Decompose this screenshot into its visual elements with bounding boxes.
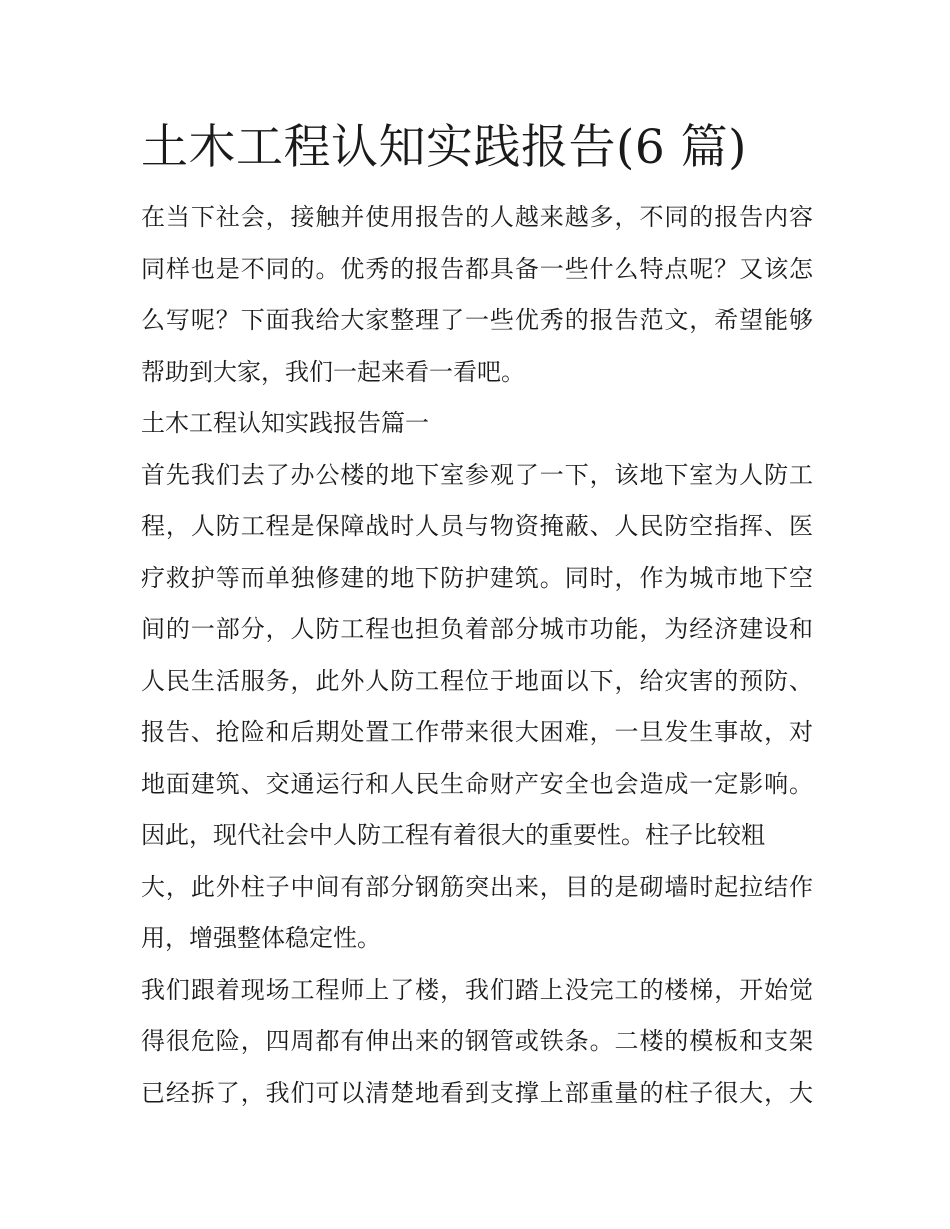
paragraph-line: 间的一部分，人防工程也担负着部分城市功能，为经济建设和	[141, 615, 813, 643]
paragraph-line: 首先我们去了办公楼的地下室参观了一下，该地下室为人防工	[141, 460, 813, 489]
intro-line: 么写呢？下面我给大家整理了一些优秀的报告范文，希望能够	[141, 306, 813, 334]
intro-paragraph	[141, 192, 813, 398]
body-paragraph-2	[141, 965, 813, 1120]
intro-line: 帮助到大家，我们一起来看一看吧。	[141, 357, 525, 386]
paragraph-line: 得很危险，四周都有伸出来的钢管或铁条。二楼的模板和支架	[141, 1027, 813, 1055]
document-title: 土木工程认知实践报告(6 篇)	[141, 120, 748, 175]
paragraph-line: 大，此外柱子中间有部分钢筋突出来，目的是砌墙时起拉结作	[141, 872, 813, 901]
paragraph-line: 人民生活服务，此外人防工程位于地面以下，给灾害的预防、	[141, 666, 813, 695]
body-paragraph-1	[141, 450, 813, 965]
paragraph-line: 报告、抢险和后期处置工作带来很大困难，一旦发生事故，对	[141, 718, 813, 746]
paragraph-line: 地面建筑、交通运行和人民生命财产安全也会造成一定影响。	[141, 769, 813, 798]
paragraph-line: 用，增强整体稳定性。	[141, 924, 381, 952]
section-heading: 土木工程认知实践报告篇一	[141, 409, 429, 437]
intro-line: 同样也是不同的。优秀的报告都具备一些什么特点呢？又该怎	[141, 254, 813, 283]
paragraph-line: 已经拆了，我们可以清楚地看到支撑上部重量的柱子很大，大	[141, 1078, 813, 1107]
intro-line: 在当下社会，接触并使用报告的人越来越多，不同的报告内容	[141, 203, 813, 231]
document-body	[141, 118, 813, 1119]
paragraph-line: 我们跟着现场工程师上了楼，我们踏上没完工的楼梯，开始觉	[141, 975, 813, 1004]
paragraph-line: 疗救护等而单独修建的地下防护建筑。同时，作为城市地下空	[141, 563, 813, 592]
paragraph-line: 程，人防工程是保障战时人员与物资掩蔽、人民防空指挥、医	[141, 512, 813, 540]
paragraph-line: 因此，现代社会中人防工程有着很大的重要性。柱子比较粗	[141, 821, 765, 849]
